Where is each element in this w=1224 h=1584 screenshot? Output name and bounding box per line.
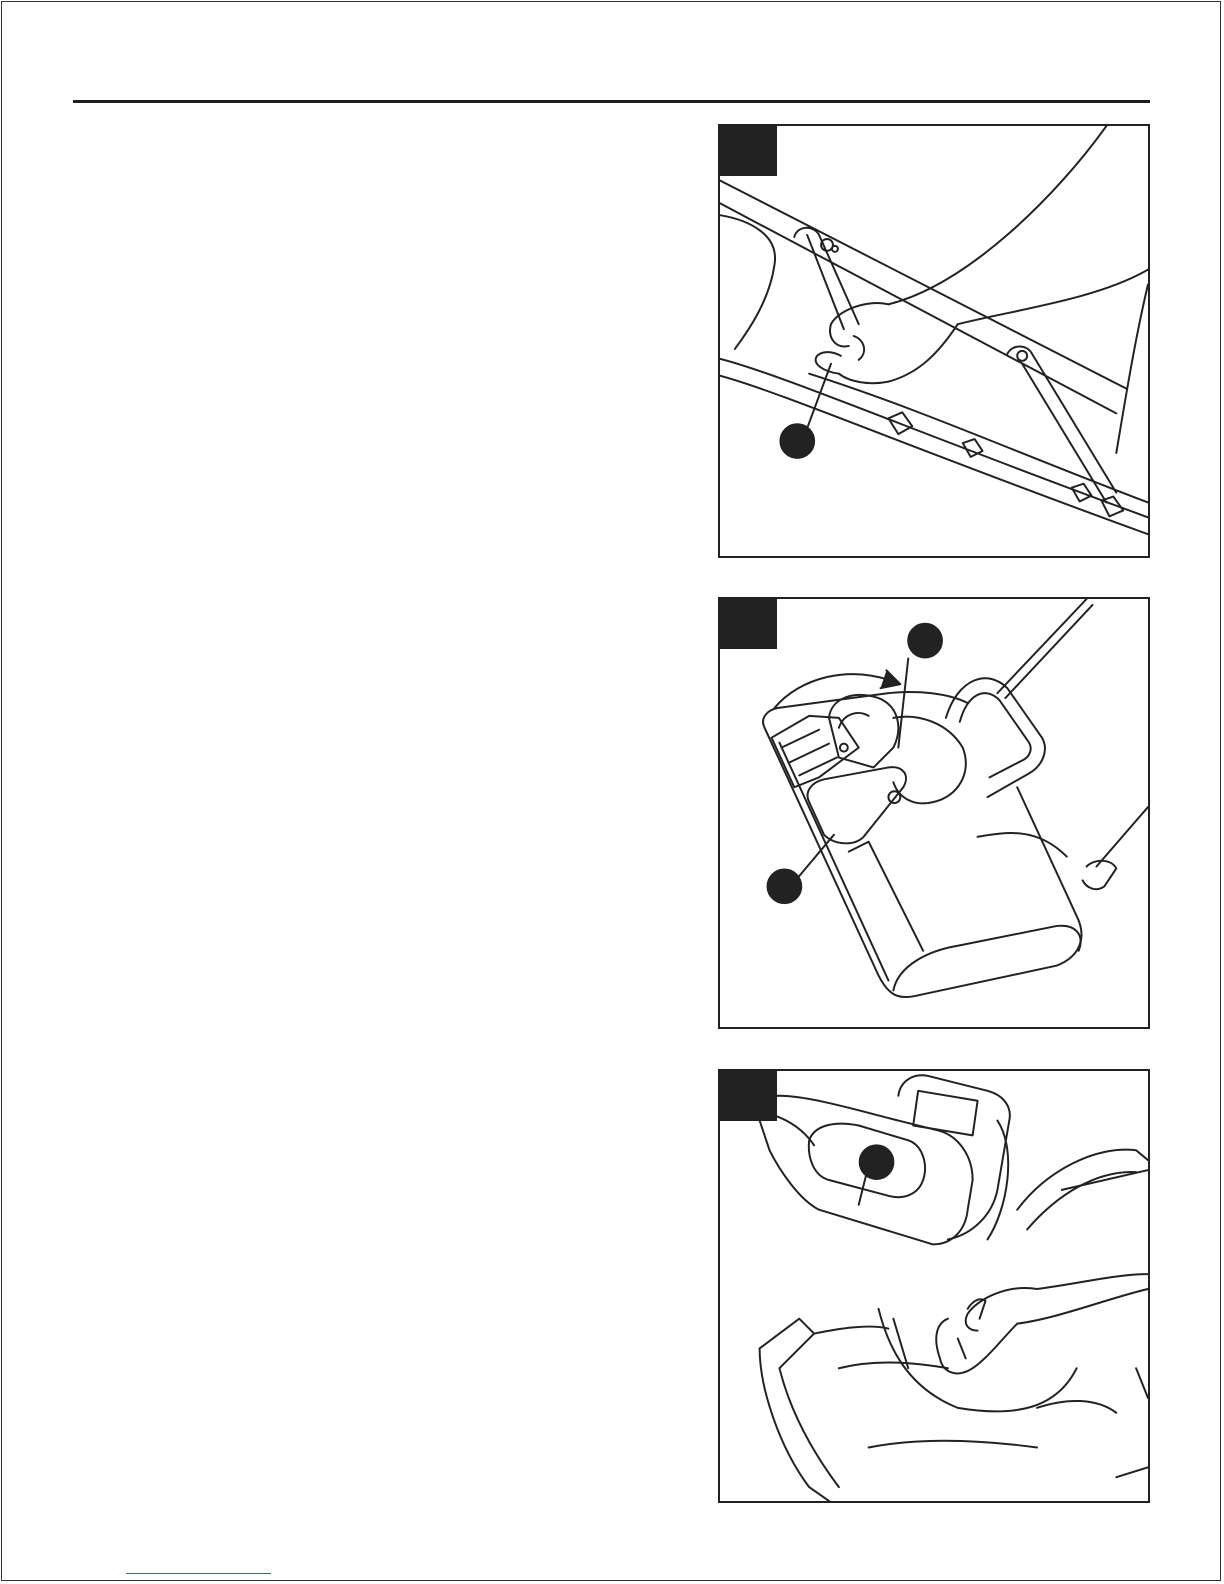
footer-link-underline[interactable] xyxy=(126,1573,271,1574)
snow-thrower-chute-rotation-illustration xyxy=(720,599,1148,1027)
figure-2 xyxy=(718,597,1150,1029)
hand-pressing-clip-on-handle-illustration xyxy=(720,126,1148,556)
figure-1 xyxy=(718,124,1150,558)
hand-attaching-chute-illustration xyxy=(720,1071,1148,1501)
header-rule xyxy=(73,100,1150,103)
figure-3 xyxy=(718,1069,1150,1503)
